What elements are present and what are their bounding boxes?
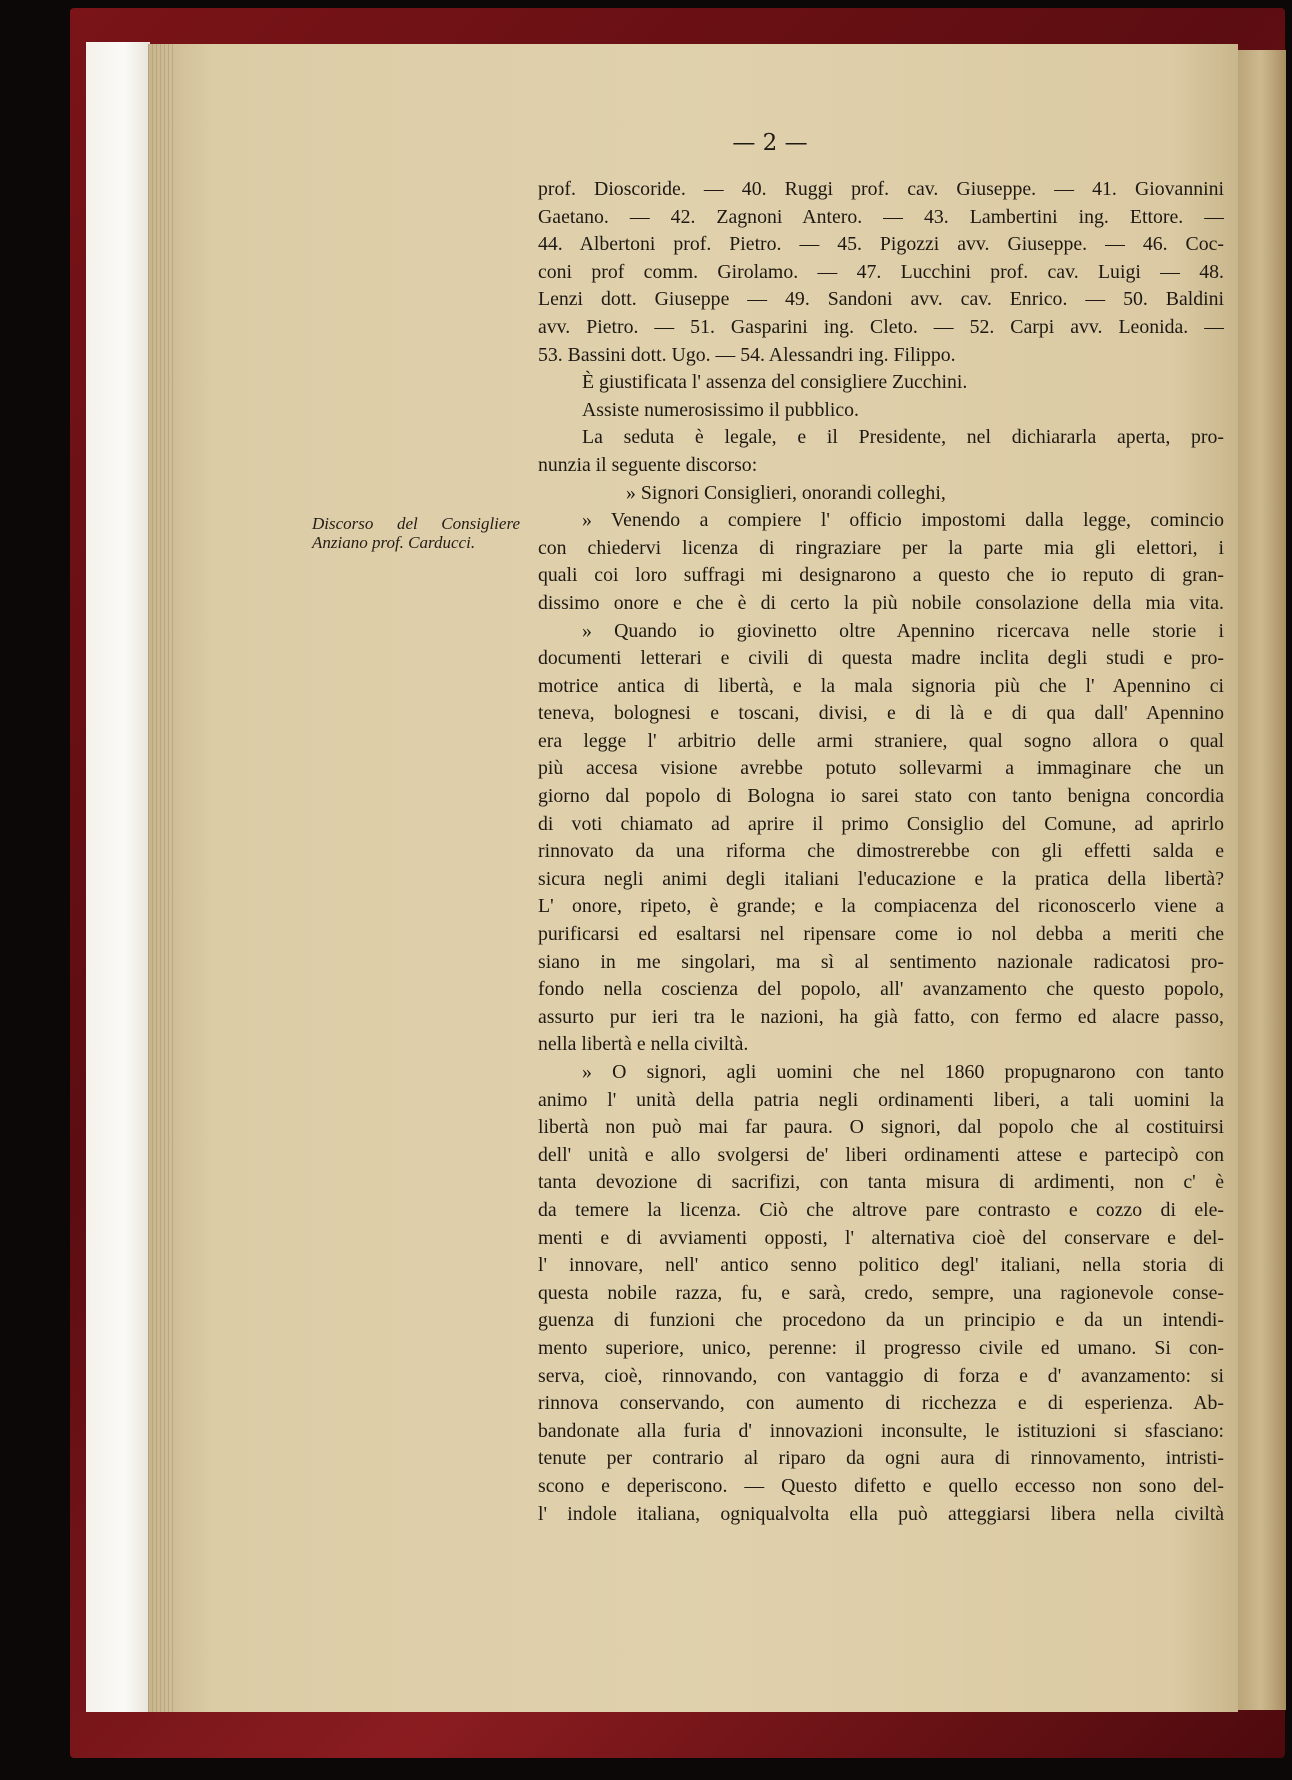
text-line: animo l' unità della patria negli ordinamenti liberi, a tali uomini la xyxy=(538,1088,1224,1111)
text-line: 53. Bassini dott. Ugo. — 54. Alessandri ing. Filippo. xyxy=(538,343,956,366)
text-line: purificarsi ed esaltarsi nel ripensare come io nol debba a meriti che xyxy=(538,923,1224,946)
text-line: Assiste numerosissimo il pubblico. xyxy=(582,398,859,421)
next-page-edge xyxy=(1236,50,1286,1710)
text-line: » O signori, agli uomini che nel 1860 propugnarono con tanto xyxy=(582,1061,1224,1083)
text-line: » Signori Consiglieri, onorandi colleghi, xyxy=(626,481,946,504)
text-line: È giustificata l' assenza del consigliere Zucchini. xyxy=(582,371,968,394)
text-line: avv. Pietro. — 51. Gasparini ing. Cleto. — 52. Carpi avv. Leonida. — xyxy=(538,315,1224,338)
text-line: sicura negli animi degli italiani l'educazione e la pratica della libertà? xyxy=(538,867,1224,890)
text-line: quali coi loro suffragi mi designarono a questo che io reputo di gran- xyxy=(538,564,1224,587)
text-line: giorno dal popolo di Bologna io sarei stato con tanto benigna concordia xyxy=(538,785,1224,808)
text-line: con chiedervi licenza di ringraziare per la parte mia gli elettori, i xyxy=(538,536,1224,559)
text-line: siano in me singolari, ma sì al sentimento nazionale radicatosi pro- xyxy=(538,950,1224,973)
page-number: — 2 — xyxy=(732,130,808,156)
margin-note: Discorso del Consigliere Anziano prof. Carducci. xyxy=(312,514,520,552)
text-line: rinnovato da una riforma che dimostrerebbe con gli effetti salda e xyxy=(538,840,1224,863)
text-line: tanta devozione di sacrifizi, con tanta misura di ardimenti, non c' è xyxy=(538,1171,1224,1194)
text-line: documenti letterari e civili di questa madre inclita degli studi e pro- xyxy=(538,647,1224,670)
text-line: l' indole italiana, ogniqualvolta ella può atteggiarsi libera nella civiltà xyxy=(538,1502,1224,1525)
text-line: La seduta è legale, e il Presidente, nel dichiararla aperta, pro- xyxy=(582,426,1224,449)
text-line: scono e deperiscono. — Questo difetto e quello eccesso non sono del- xyxy=(538,1474,1224,1497)
text-line: menti e di avviamenti opposti, l' alternativa cioè del conservare e del- xyxy=(538,1226,1224,1249)
text-line: 44. Albertoni prof. Pietro. — 45. Pigozzi avv. Giuseppe. — 46. Coc- xyxy=(538,233,1224,256)
text-line: questa nobile razza, fu, e sarà, credo, sempre, una ragionevole conse- xyxy=(538,1281,1224,1304)
text-line: mento superiore, unico, perenne: il progresso civile ed umano. Si con- xyxy=(538,1336,1224,1359)
text-line: nella libertà e nella civiltà. xyxy=(538,1033,749,1056)
flyleaf xyxy=(86,42,150,1712)
text-line: L' onore, ripeto, è grande; e la compiacenza del riconoscerlo viene a xyxy=(538,895,1224,918)
text-line: libertà non può mai far paura. O signori, dal popolo che al costituirsi xyxy=(538,1116,1224,1139)
text-line: coni prof comm. Girolamo. — 47. Lucchini prof. cav. Luigi — 48. xyxy=(538,260,1224,283)
text-line: serva, cioè, rinnovando, con vantaggio di forza e d' avanzamento: si xyxy=(538,1364,1224,1387)
text-line: dissimo onore e che è di certo la più nobile consolazione della mia vita. xyxy=(538,591,1224,614)
text-line: di voti chiamato ad aprire il primo Consiglio del Comune, ad aprirlo xyxy=(538,812,1224,835)
text-line: teneva, bolognesi e toscani, divisi, e di là e di qua dall' Apennino xyxy=(538,702,1224,725)
text-line: bandonate alla furia d' innovazioni inconsulte, le istituzioni si sfasciano: xyxy=(538,1419,1224,1442)
text-line: tenute per contrario al riparo da ogni aura di rinnovamento, intristi- xyxy=(538,1447,1224,1470)
text-line: rinnova conservando, con aumento di ricchezza e di esperienza. Ab- xyxy=(538,1392,1224,1415)
text-line: » Venendo a compiere l' officio impostomi dalla legge, comincio xyxy=(582,509,1224,532)
text-line: motrice antica di libertà, e la mala signoria più che l' Apennino ci xyxy=(538,674,1224,697)
page-gutter xyxy=(148,44,176,1712)
text-line: più accesa visione avrebbe potuto sollevarmi a immaginare che un xyxy=(538,757,1224,780)
text-line: Gaetano. — 42. Zagnoni Antero. — 43. Lambertini ing. Ettore. — xyxy=(538,205,1224,228)
text-line: guenza di funzioni che procedono da un principio e da un intendi- xyxy=(538,1309,1224,1332)
text-line: dell' unità e allo svolgersi de' liberi ordinamenti attese e partecipò con xyxy=(538,1143,1224,1166)
body-text xyxy=(538,176,1224,1528)
text-line: era legge l' arbitrio delle armi straniere, qual sogno allora o qual xyxy=(538,729,1224,752)
text-line: Lenzi dott. Giuseppe — 49. Sandoni avv. cav. Enrico. — 50. Baldini xyxy=(538,288,1224,311)
text-line: » Quando io giovinetto oltre Apennino ricercava nelle storie i xyxy=(582,619,1224,642)
text-line: fondo nella coscienza del popolo, all' avanzamento che questo popolo, xyxy=(538,978,1224,1001)
text-line: assurto pur ieri tra le nazioni, ha già fatto, con fermo ed alacre passo, xyxy=(538,1005,1224,1028)
text-line: prof. Dioscoride. — 40. Ruggi prof. cav. Giuseppe. — 41. Giovannini xyxy=(538,178,1224,200)
text-line: nunzia il seguente discorso: xyxy=(538,453,758,476)
text-line: da temere la licenza. Ciò che altrove pare contrasto e cozzo di ele- xyxy=(538,1198,1224,1221)
text-line: l' innovare, nell' antico senno politico degl' italiani, nella storia di xyxy=(538,1254,1224,1277)
